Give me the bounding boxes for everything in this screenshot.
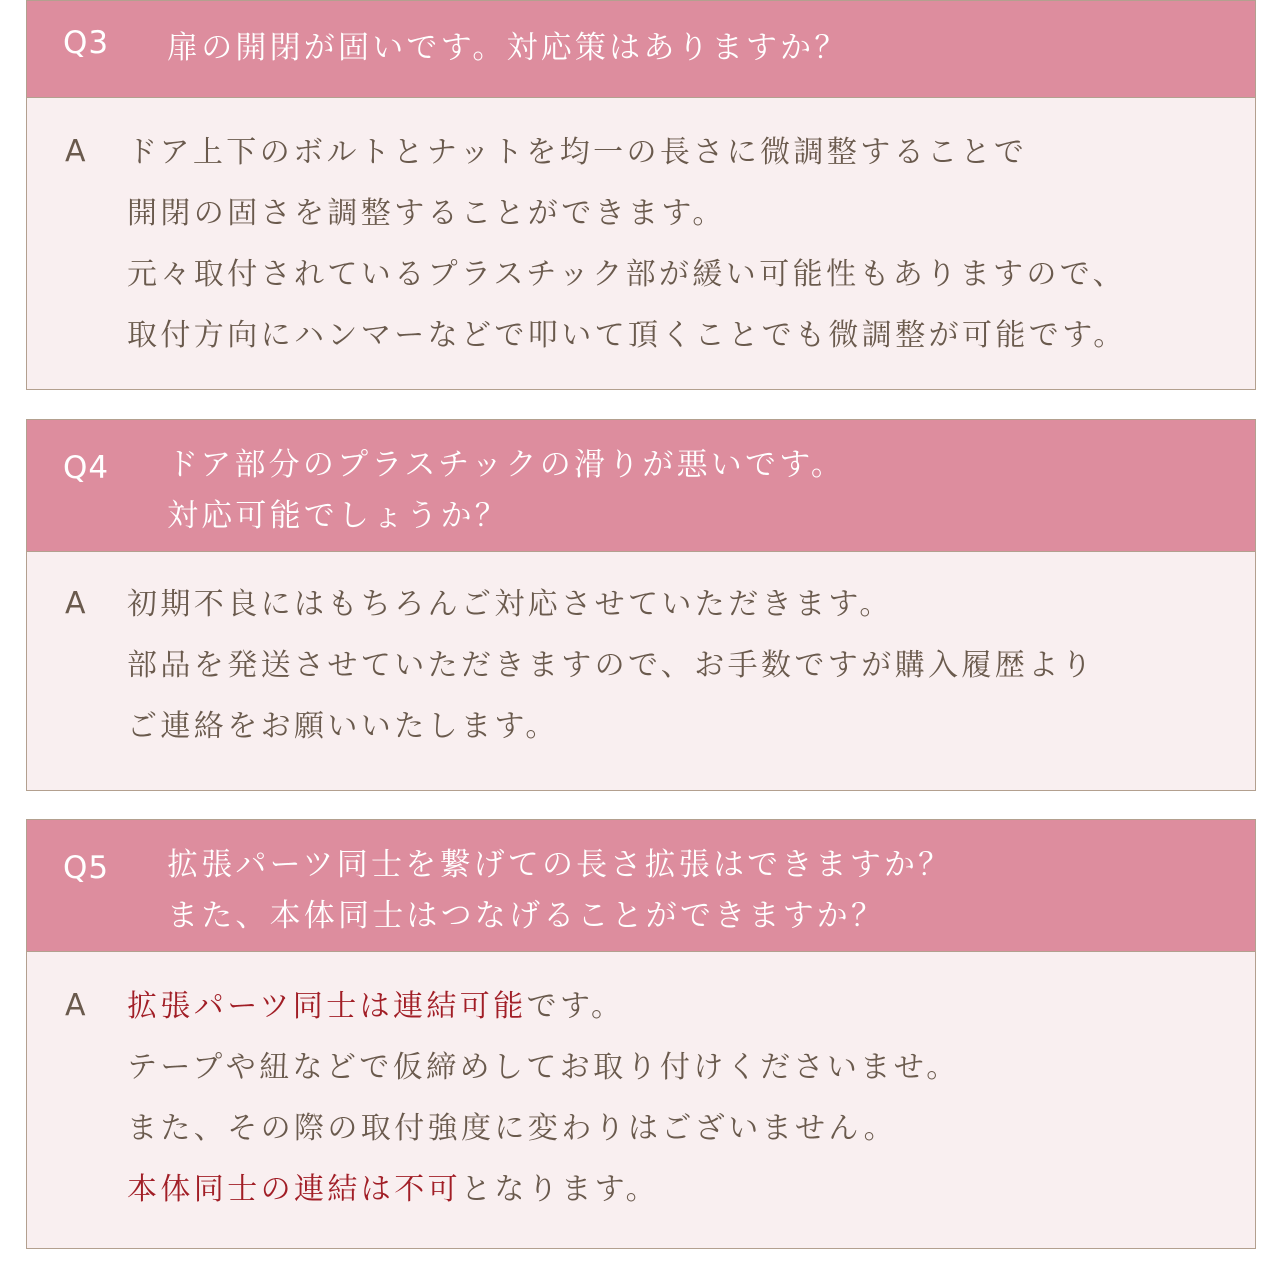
answer-text	[127, 976, 960, 1220]
question-text	[167, 840, 952, 942]
answer-line: また、その際の取付強度に変わりはございません。	[127, 1111, 897, 1146]
question-line: ドア部分のプラスチックの滑りが悪いです。	[167, 447, 846, 483]
question-line: 拡張パーツ同士を繋げての長さ拡張はできますか？	[167, 847, 953, 883]
faq-q5	[26, 819, 1256, 1249]
question-line: また、本体同士はつなげることができますか？	[167, 898, 886, 934]
answer-line: 元々取付されているプラスチック部が緩い可能性もありますので、	[127, 257, 1126, 292]
question-bar	[27, 820, 1255, 952]
answer-line: 部品を発送させていただきますので、お手数ですが購入履歴より	[127, 648, 1095, 683]
faq-q3	[26, 0, 1256, 390]
answer-text	[127, 574, 1095, 757]
answer-line: 開閉の固さを調整することができます。	[127, 196, 726, 231]
answer-line: テープや紐などで仮締めしてお取り付けくださいませ。	[127, 1050, 960, 1085]
question-line: 扉の開閉が固いです。対応策はありますか？	[167, 30, 849, 66]
question-number: Q5	[63, 850, 110, 886]
answer-line	[127, 976, 960, 1037]
answer-text	[127, 122, 1127, 366]
answer-line: 取付方向にハンマーなどで叩いて頂くことでも微調整が可能です。	[127, 318, 1127, 353]
question-text	[167, 440, 845, 542]
answer-mark: A	[65, 988, 86, 1023]
answer-line: 初期不良にはもちろんご対応させていただきます。	[127, 587, 893, 622]
faq-q4	[26, 419, 1256, 791]
answer-line: ドア上下のボルトとナットを均一の長さに微調整することで	[127, 135, 1028, 170]
question-line: 対応可能でしょうか？	[167, 498, 509, 534]
answer-text-rest: です。	[526, 989, 625, 1024]
question-bar	[27, 420, 1255, 552]
highlight-text: 本体同士の連結は不可	[127, 1172, 461, 1207]
question-number: Q4	[63, 450, 110, 486]
question-number: Q3	[63, 25, 110, 61]
highlight-text: 拡張パーツ同士は連結可能	[127, 989, 527, 1024]
question-text	[167, 23, 849, 74]
question-bar	[27, 1, 1255, 98]
answer-mark: A	[65, 586, 86, 621]
answer-line	[127, 1159, 960, 1220]
answer-mark: A	[65, 134, 86, 169]
answer-line: ご連絡をお願いいたします。	[127, 709, 559, 744]
answer-text-rest: となります。	[461, 1172, 659, 1207]
